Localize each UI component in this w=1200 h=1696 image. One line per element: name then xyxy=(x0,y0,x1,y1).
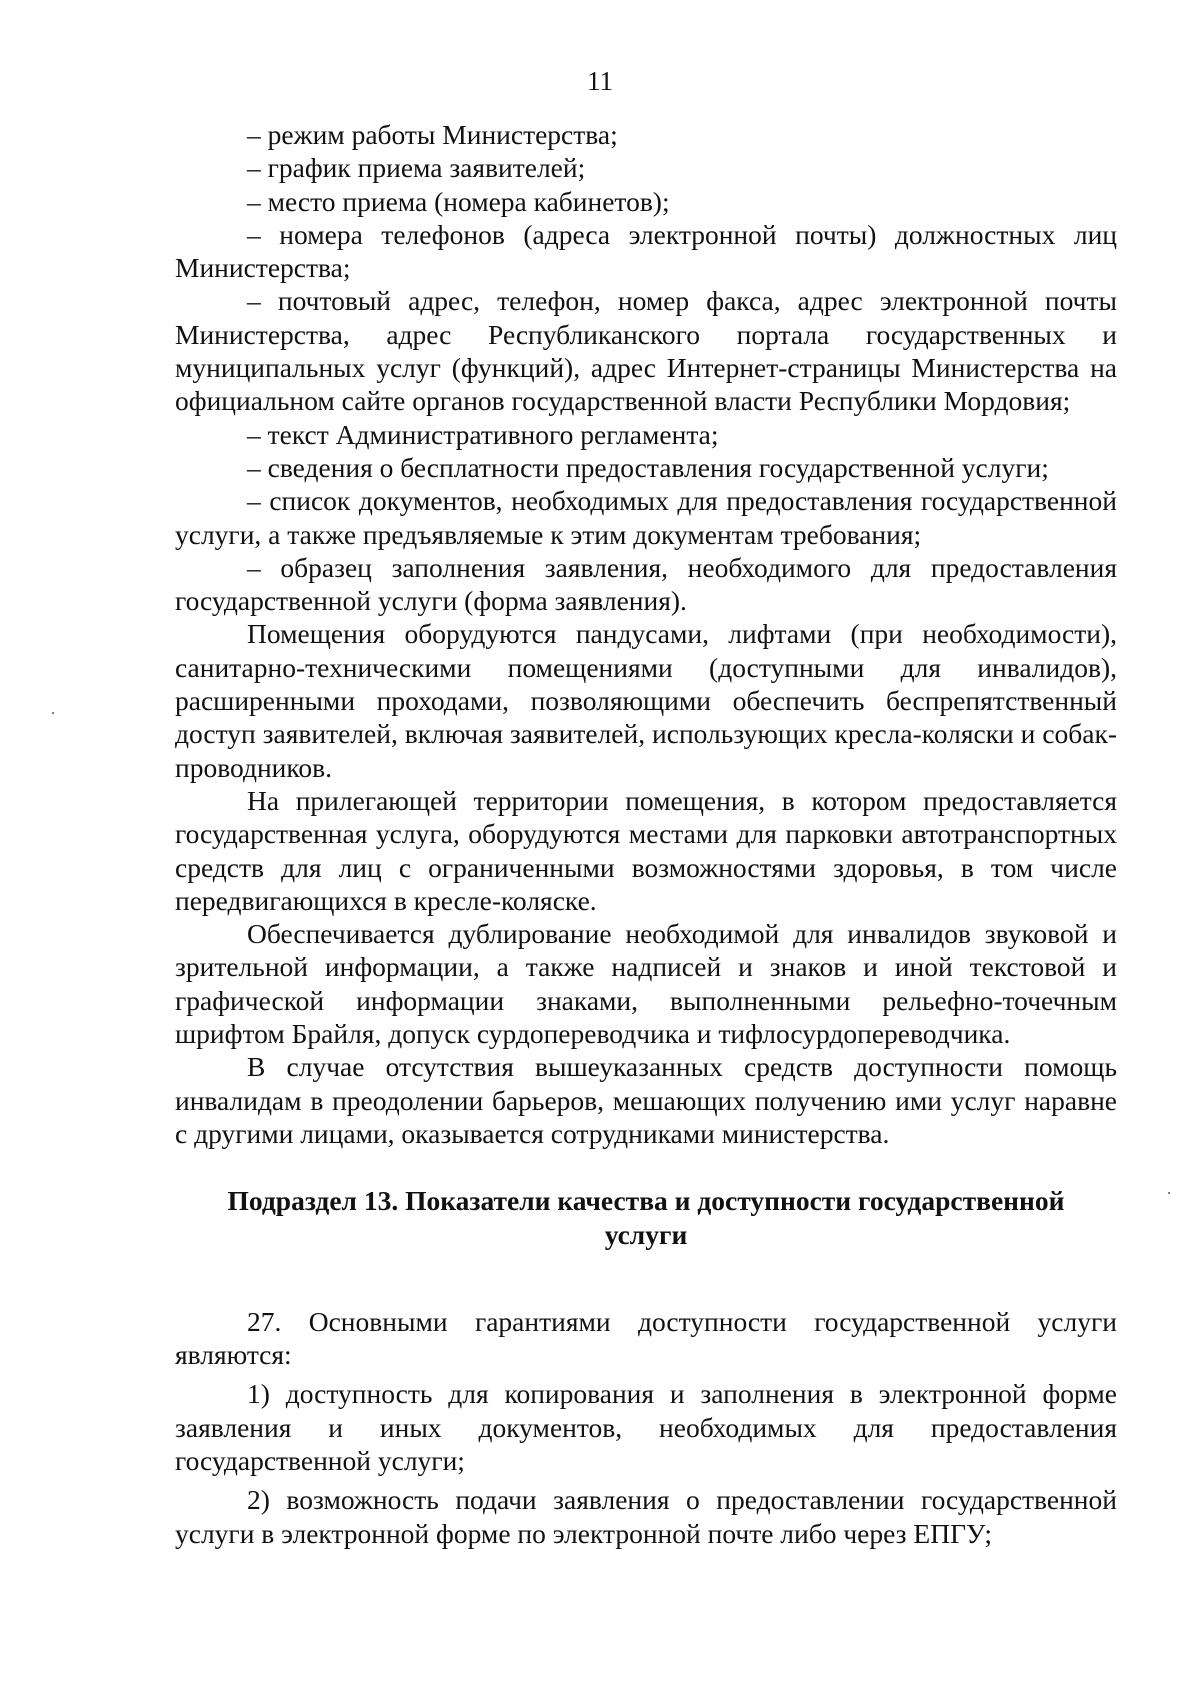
scan-speck xyxy=(1168,1192,1170,1194)
paragraph: – номера телефонов (адреса электронной почты) должностных лиц Министерства; xyxy=(175,218,1117,284)
scan-speck xyxy=(52,712,54,714)
paragraph: 1) доступность для копирования и заполнения в электронной форме заявления и иных документов, необходимых для предоставления государственной услуги; xyxy=(175,1378,1117,1476)
paragraph: 2) возможность подачи заявления о предоставлении государственной услуги в электронной форме по электронной почте либо через ЕПГУ; xyxy=(175,1484,1117,1549)
paragraph: Помещения оборудуются пандусами, лифтами (при необходимости), санитарно-техническими помещениями (доступными для инвалидов), расширенными проходами, позволяющими обеспечить беспрепятственный доступ заявителей, включая заявителей, использующих кресла-коляски и собак-проводников. xyxy=(175,618,1117,783)
paragraph: – список документов, необходимых для предоставления государственной услуги, а также предъявляемые к этим документам требования; xyxy=(175,485,1117,550)
paragraph: – образец заполнения заявления, необходимого для предоставления государственной услуги (форма заявления). xyxy=(175,551,1117,617)
document-body xyxy=(175,118,1117,1550)
section-heading: Подраздел 13. Показатели качества и доступности государственной услуги xyxy=(227,1185,1065,1250)
paragraph: – почтовый адрес, телефон, номер факса, адрес электронной почты Министерства, адрес Республиканского портала государственных и муниципальных услуг (функций), адрес Интернет-страницы Министерства на официальном сайте органов государственной власти Республики Мордовия; xyxy=(175,285,1117,417)
paragraph: 27. Основными гарантиями доступности государственной услуги являются: xyxy=(175,1305,1117,1371)
paragraph: – место приема (номера кабинетов); xyxy=(247,185,670,217)
paragraph: – график приема заявителей; xyxy=(247,152,586,184)
paragraph: – сведения о бесплатности предоставления государственной услуги; xyxy=(247,451,1049,483)
paragraph: Обеспечивается дублирование необходимой для инвалидов звуковой и зрительной информации, а также надписей и знаков и иной текстовой и графической информации знаками, выполненными рельефно-точечным шрифтом Брайля, допуск сурдопереводчика и тифлосурдопереводчика. xyxy=(175,918,1117,1050)
paragraph: На прилегающей территории помещения, в котором предоставляется государственная услуга, оборудуются местами для парковки автотранспортных средств для лиц с ограниченными возможностями здоровья, в том числе передвигающихся в кресле-коляске. xyxy=(175,784,1117,916)
paragraph: В случае отсутствия вышеуказанных средств доступности помощь инвалидам в преодолении барьеров, мешающих получению ими услуг наравне с другими лицами, оказывается сотрудниками министерства. xyxy=(175,1051,1117,1149)
paragraph: – режим работы Министерства; xyxy=(247,119,618,150)
page-number: 11 xyxy=(587,66,613,96)
paragraph: – текст Административного регламента; xyxy=(247,418,719,450)
